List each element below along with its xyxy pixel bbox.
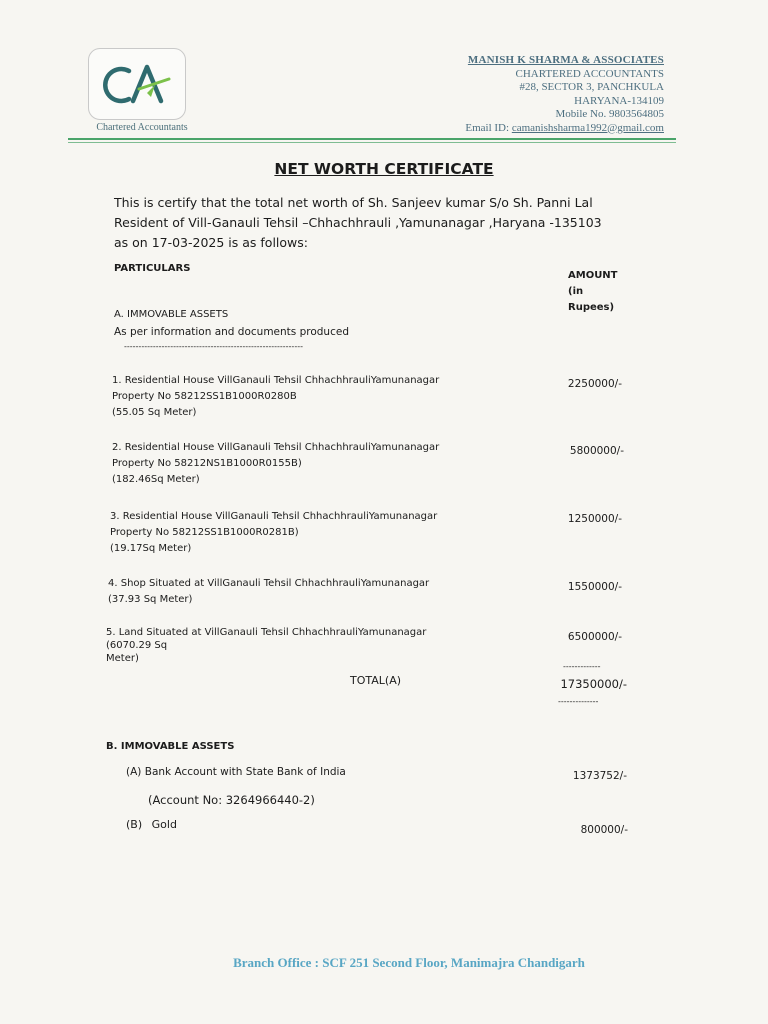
asset-item-2 bbox=[112, 440, 439, 488]
asset-item-2-amount: 5800000/- bbox=[569, 445, 624, 457]
intro-line1: This is certify that the total net worth of Sh. Sanjeev kumar S/o Sh. Panni Lal bbox=[114, 195, 593, 210]
section-a-separator: -------------------------------------------------------------- bbox=[124, 342, 303, 351]
asset-item-3 bbox=[110, 509, 437, 557]
section-b-item-a-text: Bank Account with State Bank of India bbox=[144, 766, 346, 778]
asset-item-4-amount: 1550000/- bbox=[567, 581, 622, 593]
email-label: Email ID: bbox=[465, 121, 510, 134]
asset-item-4 bbox=[108, 576, 429, 608]
section-b-item-a-amount: 1373752/- bbox=[572, 770, 627, 782]
asset-item-2-line3: (182.46Sq Meter) bbox=[112, 474, 200, 485]
total-a-amount: 17350000/- bbox=[560, 677, 627, 691]
asset-item-5-line2: (6070.29 Sq bbox=[106, 640, 168, 651]
ca-logo-icon bbox=[89, 49, 185, 119]
asset-item-4-line1: 4. Shop Situated at VillGanauli Tehsil ChhachhrauliYamunanagar bbox=[108, 578, 430, 589]
asset-item-5-line3: Meter) bbox=[106, 653, 139, 664]
intro-paragraph bbox=[114, 193, 674, 253]
amount-header bbox=[568, 268, 618, 316]
branch-office-footer: Branch Office : SCF 251 Second Floor, Manimajra Chandigarh bbox=[233, 955, 585, 970]
asset-item-3-line2: Property No 58212SS1B1000R0281B) bbox=[110, 527, 299, 538]
asset-item-3-line3: (19.17Sq Meter) bbox=[110, 543, 192, 554]
letterhead-rule bbox=[68, 138, 676, 140]
total-a-label: TOTAL(A) bbox=[350, 674, 402, 687]
amount-header-l2: (in bbox=[568, 286, 584, 297]
ca-logo bbox=[88, 48, 186, 120]
asset-item-1-amount: 2250000/- bbox=[567, 378, 622, 390]
asset-item-1-line2: Property No 58212SS1B1000R0280B bbox=[112, 391, 297, 402]
asset-item-4-line2: (37.93 Sq Meter) bbox=[108, 594, 193, 605]
amount-header-l3: Rupees) bbox=[568, 302, 615, 313]
section-b-item-b bbox=[126, 818, 177, 831]
asset-item-5-line1: 5. Land Situated at VillGanauli Tehsil ChhachhrauliYamunanagar bbox=[106, 627, 427, 638]
section-b-heading: B. IMMOVABLE ASSETS bbox=[106, 741, 235, 752]
asset-item-1-line3: (55.05 Sq Meter) bbox=[112, 407, 197, 418]
asset-item-3-amount: 1250000/- bbox=[567, 513, 622, 525]
letterhead-rule-thin bbox=[68, 142, 676, 143]
intro-line3: as on 17-03-2025 is as follows: bbox=[114, 235, 309, 250]
asset-item-1-line1: 1. Residential House VillGanauli Tehsil ChhachhrauliYamunanagar bbox=[112, 375, 440, 386]
firm-name: MANISH K SHARMA & ASSOCIATES bbox=[467, 54, 664, 66]
firm-address-line1: #28, SECTOR 3, PANCHKULA bbox=[519, 81, 664, 93]
section-a-heading: A. IMMOVABLE ASSETS bbox=[114, 309, 229, 320]
firm-subtitle: CHARTERED ACCOUNTANTS bbox=[515, 67, 664, 80]
total-a-rule-top: ------------- bbox=[563, 662, 601, 671]
asset-item-3-line1: 3. Residential House VillGanauli Tehsil ChhachhrauliYamunanagar bbox=[110, 511, 438, 522]
asset-item-5-amount: 6500000/- bbox=[567, 631, 622, 643]
particulars-header: PARTICULARS bbox=[114, 263, 191, 274]
section-b-account-number: (Account No: 3264966440-2) bbox=[148, 793, 315, 807]
total-a-rule-bottom: -------------- bbox=[558, 697, 599, 706]
intro-line2: Resident of Vill-Ganauli Tehsil –Chhachhrauli ,Yamunanagar ,Haryana -135103 bbox=[114, 215, 602, 230]
section-b-item-b-amount: 800000/- bbox=[580, 824, 628, 836]
firm-details bbox=[364, 54, 664, 135]
asset-item-1 bbox=[112, 373, 439, 421]
firm-address-line2: HARYANA-134109 bbox=[574, 94, 664, 107]
logo-caption: Chartered Accountants bbox=[96, 122, 188, 133]
asset-item-2-line2: Property No 58212NS1B1000R0155B) bbox=[112, 458, 302, 469]
firm-email bbox=[364, 122, 664, 136]
amount-header-l1: AMOUNT bbox=[568, 270, 618, 281]
asset-item-2-line1: 2. Residential House VillGanauli Tehsil ChhachhrauliYamunanagar bbox=[112, 442, 440, 453]
section-a-note: As per information and documents produced bbox=[114, 326, 349, 338]
section-b-item-b-text: Gold bbox=[151, 818, 177, 831]
certificate-title: NET WORTH CERTIFICATE bbox=[274, 160, 494, 178]
email-address[interactable]: camanishsharma1992@gmail.com bbox=[511, 121, 664, 134]
section-b-item-a bbox=[126, 766, 346, 778]
section-b-item-b-marker: (B) bbox=[126, 818, 143, 831]
firm-mobile: Mobile No. 9803564805 bbox=[555, 108, 664, 120]
section-b-item-a-marker: (A) bbox=[126, 766, 142, 778]
asset-item-5 bbox=[106, 626, 426, 665]
